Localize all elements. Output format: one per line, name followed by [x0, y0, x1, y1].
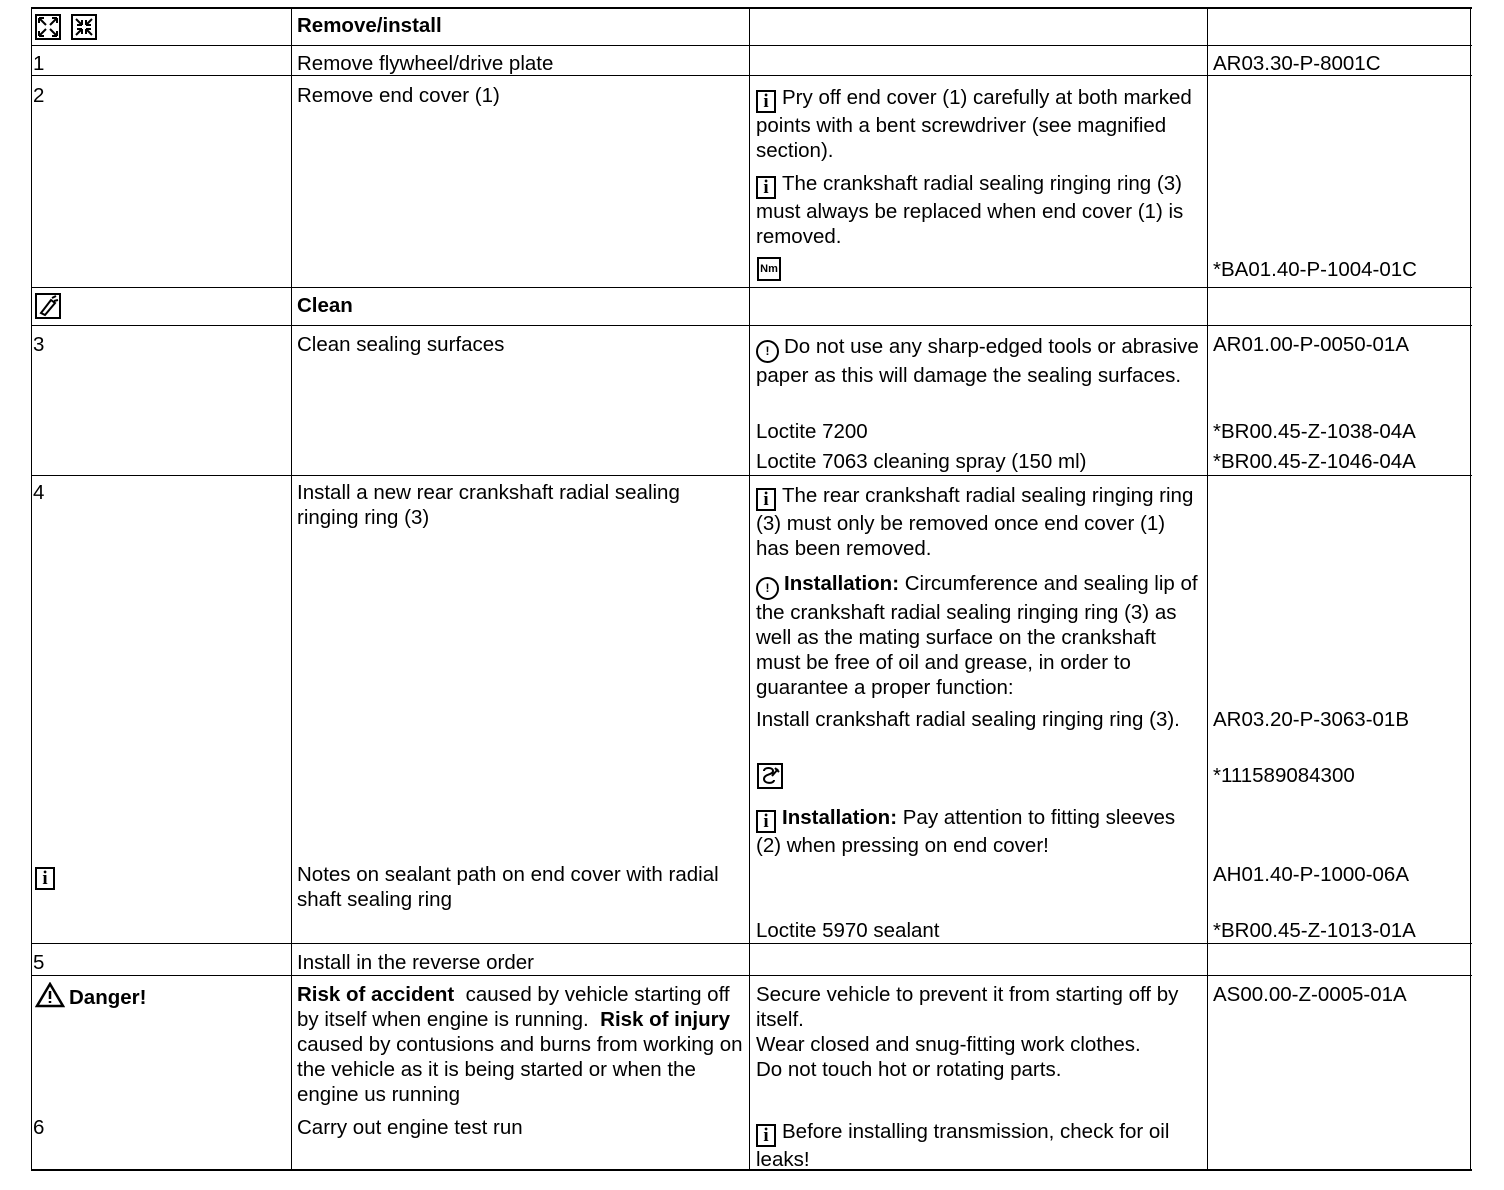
reference-code: AR01.00-P-0050-01A — [1213, 333, 1410, 356]
info-icon: i — [756, 90, 776, 113]
material-item: Loctite 5970 sealant — [756, 919, 940, 942]
step-number: 4 — [33, 481, 45, 504]
step-number: 3 — [33, 333, 45, 356]
info-row-marker — [35, 862, 61, 890]
danger-label: Danger! — [35, 982, 146, 1010]
step-number: 1 — [33, 52, 45, 75]
section-title-clean: Clean — [297, 294, 353, 317]
grid-line — [31, 325, 1472, 326]
step-text: Remove end cover (1) — [297, 84, 500, 107]
reference-code: AR03.20-P-3063-01B — [1213, 708, 1410, 731]
reference-code: *BA01.40-P-1004-01C — [1213, 258, 1417, 281]
reference-code: *BR00.45-Z-1038-04A — [1213, 420, 1416, 443]
info-note: i Before installing transmission, check for oil leaks! — [756, 1120, 1176, 1171]
info-icon: i — [35, 867, 55, 890]
reference-code: *BR00.45-Z-1046-04A — [1213, 450, 1416, 473]
clean-icon — [35, 293, 61, 319]
reference-code: AR03.30-P-8001C — [1213, 52, 1381, 75]
step-text: Notes on sealant path on end cover with radial shaft sealing ring — [297, 863, 725, 911]
danger-text: Risk of accident caused by vehicle starting off by itself when engine is running. Risk of injury caused by contusions and burns from working on the vehicle as it is being started or when the engine us running — [297, 983, 749, 1106]
caution-icon: ! — [756, 577, 779, 600]
reference-code: *111589084300 — [1213, 764, 1355, 787]
step-number: 2 — [33, 84, 45, 107]
grid-line — [31, 9, 32, 1169]
step-text: Clean sealing surfaces — [297, 333, 505, 356]
caution-icon: ! — [756, 340, 779, 363]
step-text: Remove flywheel/drive plate — [297, 52, 554, 75]
procedure-table — [31, 7, 1472, 1171]
warning-triangle-icon — [35, 982, 65, 1008]
material-item: Loctite 7063 cleaning spray (150 ml) — [756, 450, 1087, 473]
grid-line — [291, 9, 292, 1169]
info-note: i The crankshaft radial sealing ringing ring (3) must always be replaced when end cover (1) is removed. — [756, 172, 1189, 248]
special-tool-icon — [757, 763, 783, 789]
grid-line — [1470, 9, 1471, 1169]
caution-note: ! Do not use any sharp-edged tools or abrasive paper as this will damage the sealing surfaces. — [756, 335, 1205, 387]
grid-line — [749, 9, 750, 1169]
step-number: 5 — [33, 951, 45, 974]
torque-nm-icon: Nm — [757, 257, 781, 281]
grid-line — [1207, 9, 1208, 1169]
danger-action: Secure vehicle to prevent it from starting off by itself. Wear closed and snug-fitting work clothes. Do not touch hot or rotating parts. — [756, 983, 1179, 1081]
step-text: Carry out engine test run — [297, 1116, 523, 1139]
info-icon: i — [756, 810, 776, 833]
grid-line — [31, 287, 1472, 288]
grid-line — [31, 45, 1472, 46]
expand-collapse-icon — [35, 14, 99, 40]
step-text: Install a new rear crankshaft radial sealing ringing ring (3) — [297, 481, 686, 529]
reference-code: AS00.00-Z-0005-01A — [1213, 983, 1407, 1006]
grid-line — [31, 943, 1472, 944]
info-note: i Installation: Pay attention to fitting sleeves (2) when pressing on end cover! — [756, 806, 1181, 857]
step-number: 6 — [33, 1116, 45, 1139]
info-icon: i — [756, 176, 776, 199]
grid-line — [31, 975, 1472, 976]
info-note: i Pry off end cover (1) carefully at both marked points with a bent screwdriver (see magnified section). — [756, 86, 1198, 162]
reference-code: AH01.40-P-1000-06A — [1213, 863, 1410, 886]
info-icon: i — [756, 1124, 776, 1147]
info-note: i The rear crankshaft radial sealing ringing ring (3) must only be removed once end cover (1) has been removed. — [756, 484, 1200, 560]
info-icon: i — [756, 488, 776, 511]
material-item: Loctite 7200 — [756, 420, 868, 443]
reference-code: *BR00.45-Z-1013-01A — [1213, 919, 1416, 942]
caution-note: ! Installation: Circumference and sealing lip of the crankshaft radial sealing ringing ring (3) as well as the mating surface on the crankshaft must be free of oil and grease, in order to guarantee a proper function: — [756, 572, 1204, 699]
step-text: Install in the reverse order — [297, 951, 535, 974]
section-title-remove-install: Remove/install — [297, 14, 442, 37]
install-instruction: Install crankshaft radial sealing ringing ring (3). — [756, 708, 1180, 731]
grid-line — [31, 475, 1472, 476]
